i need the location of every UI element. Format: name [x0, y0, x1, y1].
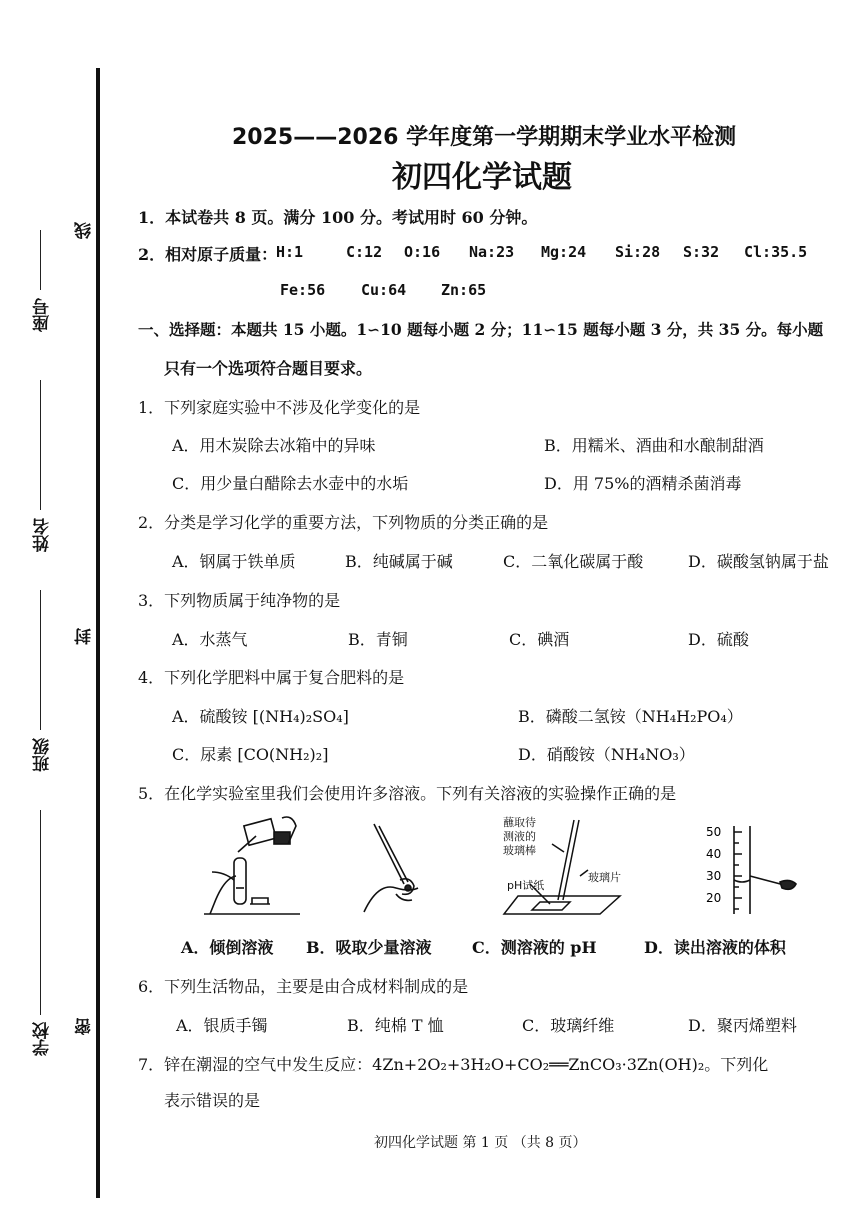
question-3-stem: 3．下列物质属于纯净物的是 [138, 591, 341, 610]
q1-option-a: A．用木炭除去冰箱中的异味 [172, 436, 376, 455]
figure-c-ph-paper-label: pH试纸 [507, 879, 545, 892]
cyl-tick-30: 30 [706, 869, 722, 883]
q3-option-d: D．硫酸 [688, 630, 749, 649]
mass-s: S:32 [683, 243, 720, 261]
mass-o: O:16 [404, 243, 441, 261]
mass-cl: Cl:35.5 [744, 243, 808, 261]
q6-option-b: B．纯棉 T 恤 [347, 1016, 444, 1035]
figure-c-glass-label: 玻璃片 [588, 871, 621, 884]
section-heading-cont: 只有一个选项符合题目要求。 [164, 359, 373, 378]
mass-c: C:12 [346, 243, 383, 261]
exam-title: 初四化学试题 [392, 160, 572, 195]
mass-cu: Cu:64 [361, 281, 407, 299]
q4-option-a: A．硫酸铵 [(NH₄)₂SO₄] [172, 707, 349, 726]
question-5-stem: 5．在化学实验室里我们会使用许多溶液。下列有关溶液的实验操作正确的是 [138, 784, 677, 803]
seat-blank [40, 230, 41, 290]
mass-zn: Zn:65 [441, 281, 487, 299]
q2-option-c: C．二氧化碳属于酸 [503, 552, 644, 571]
q5-option-b: B．吸取少量溶液 [306, 938, 432, 957]
q5-option-d: D．读出溶液的体积 [644, 938, 786, 957]
cyl-tick-50: 50 [706, 825, 722, 839]
figure-c-label-3: 玻璃棒 [503, 844, 536, 857]
mass-na: Na:23 [469, 243, 515, 261]
q4-option-b: B．磷酸二氢铵（NH₄H₂PO₄） [518, 707, 743, 726]
note-2-label: 2．相对原子质量： [138, 245, 278, 264]
binding-label-line: 线 [75, 222, 95, 239]
q5-option-a: A．倾倒溶液 [181, 938, 274, 957]
section-heading: 一、选择题：本题共 15 小题。1∽10 题每小题 2 分；11∽15 题每小题 3 分，共 35 分。每小题 [138, 320, 824, 339]
q5-option-c: C．测溶液的 pH [472, 938, 597, 957]
mass-mg: Mg:24 [541, 243, 587, 261]
school-blank [40, 810, 41, 1015]
q2-option-a: A．钢属于铁单质 [172, 552, 296, 571]
q6-option-c: C．玻璃纤维 [522, 1016, 615, 1035]
binding-label-class: 班级 [33, 738, 53, 772]
question-6-stem: 6．下列生活物品，主要是由合成材料制成的是 [138, 977, 469, 996]
q1-option-b: B．用糯米、酒曲和水酿制甜酒 [544, 436, 764, 455]
page-footer: 初四化学试题 第 1 页 （共 8 页） [374, 1135, 587, 1151]
binding-label-seal2: 密 [75, 1018, 95, 1035]
figure-c-label-1: 蘸取待 [503, 816, 536, 829]
q3-option-b: B．青铜 [348, 630, 408, 649]
binding-label-name: 姓名 [33, 518, 53, 552]
question-2-stem: 2．分类是学习化学的重要方法，下列物质的分类正确的是 [138, 513, 549, 532]
cyl-tick-20: 20 [706, 891, 722, 905]
binding-label-seat: 座号 [33, 298, 53, 332]
mass-h: H:1 [276, 243, 304, 261]
name-blank [40, 380, 41, 510]
figure-c-label-2: 测液的 [503, 830, 536, 843]
question-4-stem: 4．下列化学肥料中属于复合肥料的是 [138, 668, 405, 687]
q6-option-d: D．聚丙烯塑料 [688, 1016, 797, 1035]
figure-a-pouring [196, 808, 312, 918]
class-blank [40, 590, 41, 730]
question-7-stem-cont: 表示错误的是 [164, 1091, 261, 1110]
q3-option-a: A．水蒸气 [172, 630, 248, 649]
mass-fe: Fe:56 [280, 281, 326, 299]
q2-option-b: B．纯碱属于碱 [345, 552, 453, 571]
mass-si: Si:28 [615, 243, 661, 261]
q3-option-c: C．碘酒 [509, 630, 570, 649]
q6-option-a: A．银质手镯 [176, 1016, 268, 1035]
binding-label-school: 学校 [33, 1022, 53, 1056]
figure-d-cylinder [704, 824, 808, 916]
q1-option-c: C．用少量白醋除去水壶中的水垢 [172, 474, 409, 493]
question-1-stem: 1．下列家庭实验中不涉及化学变化的是 [138, 398, 421, 417]
q4-option-c: C．尿素 [CO(NH₂)₂] [172, 745, 329, 764]
q1-option-d: D．用 75%的酒精杀菌消毒 [544, 474, 742, 493]
figure-c-ph-test [500, 816, 636, 916]
question-7-stem: 7．锌在潮湿的空气中发生反应：4Zn+2O₂+3H₂O+CO₂══ZnCO₃·3Zn(OH)₂。下列化 [138, 1055, 769, 1074]
figure-b-dropper [356, 818, 432, 916]
cyl-tick-40: 40 [706, 847, 722, 861]
binding-label-seal: 封 [75, 628, 95, 645]
q2-option-d: D．碳酸氢钠属于盐 [688, 552, 829, 571]
note-1: 1．本试卷共 8 页。满分 100 分。考试用时 60 分钟。 [138, 208, 538, 227]
q4-option-d: D．硝酸铵（NH₄NO₃） [518, 745, 695, 764]
exam-session-title: 2025——2026 学年度第一学期期末学业水平检测 [232, 125, 737, 150]
